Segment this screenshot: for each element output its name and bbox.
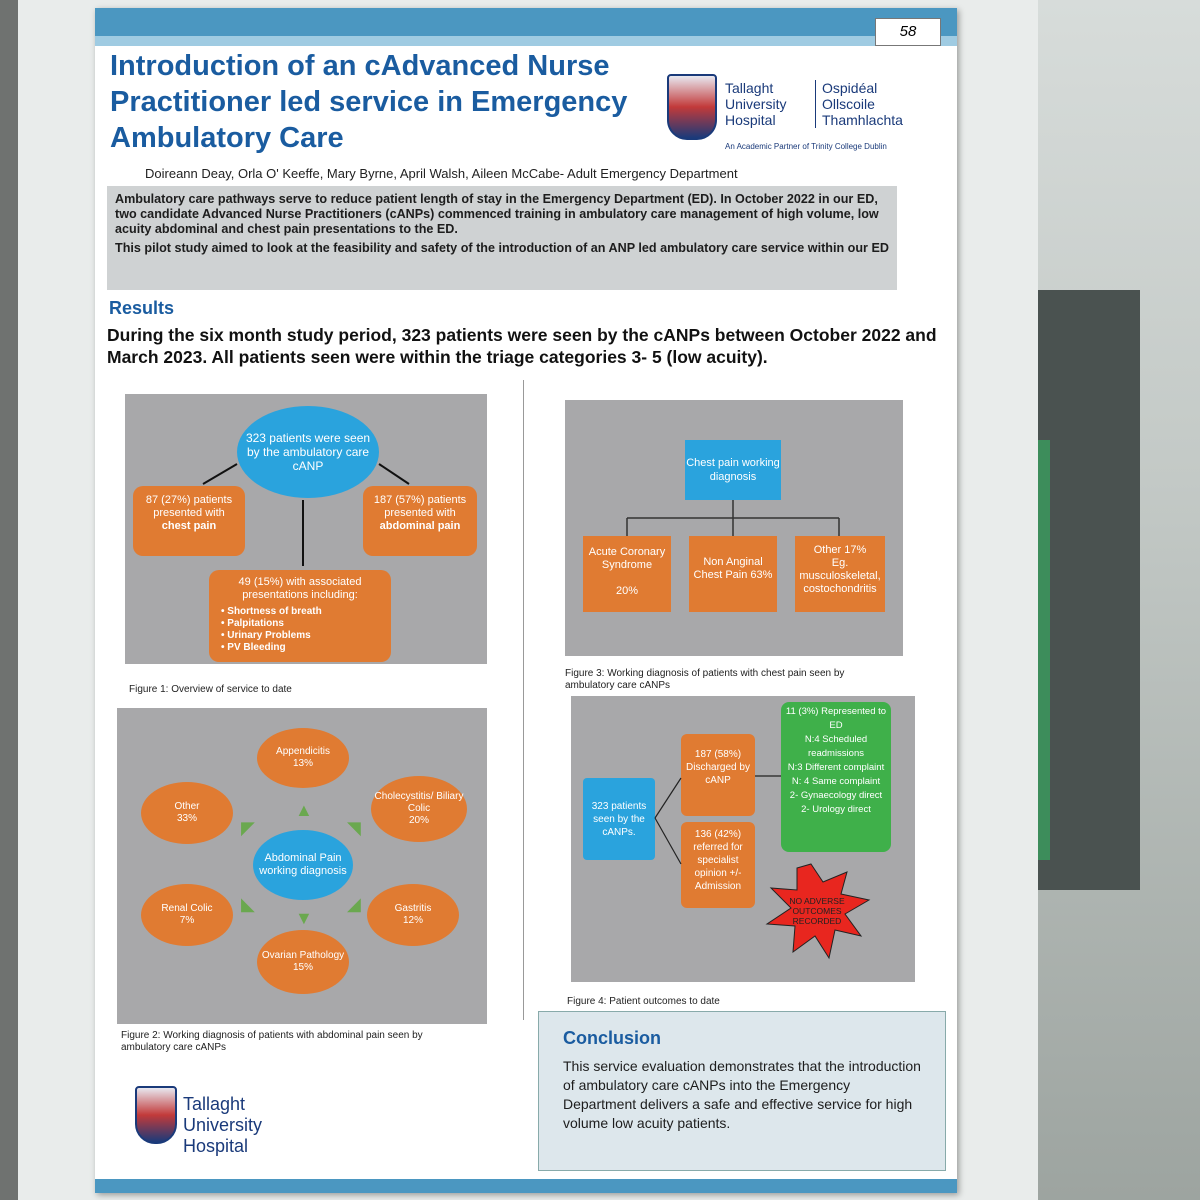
figure3-acs-node: Acute Coronary Syndrome 20% bbox=[583, 536, 671, 612]
list-item: • Shortness of breath bbox=[221, 606, 322, 617]
figure2-caption: Figure 2: Working diagnosis of patients with abdominal pain seen by ambulatory care cANPs bbox=[121, 1030, 423, 1053]
figure1-arrows bbox=[125, 394, 487, 664]
poster-top-band bbox=[95, 8, 957, 36]
column-divider bbox=[523, 380, 524, 1020]
figure3-other-node: Other 17% Eg. musculoskeletal, costochondritis bbox=[795, 536, 885, 612]
figure1-caption: Figure 1: Overview of service to date bbox=[129, 684, 292, 695]
figure3-caption: Figure 3: Working diagnosis of patients with chest pain seen by ambulatory care cANPs bbox=[565, 668, 845, 691]
logo-irish: Ospidéal Ollscoile Thamhlachta bbox=[815, 80, 903, 128]
figure2-gastritis-node: Gastritis 12% bbox=[367, 884, 459, 946]
conclusion-heading: Conclusion bbox=[563, 1028, 661, 1048]
arrow-up-right-icon: ◥ bbox=[347, 818, 361, 838]
hospital-logo bbox=[667, 74, 903, 160]
figure3-top-node: Chest pain working diagnosis bbox=[685, 440, 781, 500]
figure3-panel bbox=[565, 400, 903, 656]
figure3-connectors bbox=[565, 400, 903, 656]
poster-bottom-band bbox=[95, 1179, 957, 1193]
arrow-down-right-icon: ◢ bbox=[347, 894, 361, 914]
arrow-up-icon: ▲ bbox=[295, 800, 313, 820]
results-heading: Results bbox=[109, 298, 175, 318]
figure4-connectors bbox=[571, 696, 915, 982]
poster-top-band-light bbox=[95, 36, 957, 46]
results-summary: During the six month study period, 323 patients were seen by the cANPs between October 2022 and March 2023. All patients seen were within the triage categories 3- 5 (low acuity). bbox=[107, 325, 937, 367]
figure4-panel bbox=[571, 696, 915, 982]
figure4-caption: Figure 4: Patient outcomes to date bbox=[567, 996, 720, 1007]
list-item: • Urinary Problems bbox=[221, 630, 311, 641]
logo-english: Tallaght University Hospital bbox=[725, 80, 787, 128]
arrow-down-icon: ▼ bbox=[295, 908, 313, 928]
arrow-up-left-icon: ◤ bbox=[241, 818, 255, 838]
conclusion-text: This service evaluation demonstrates that the introduction of ambulatory care cANPs into the Emergency Department delivers a safe and effective service for high volume low acuity patients. bbox=[563, 1058, 921, 1131]
figure3-nacp-node: Non Anginal Chest Pain 63% bbox=[689, 536, 777, 612]
crest-icon bbox=[667, 74, 717, 140]
crest-icon bbox=[135, 1086, 177, 1144]
figure4-start-node: 323 patients seen by the cANPs. bbox=[583, 778, 655, 860]
figure2-appendicitis-node: Appendicitis 13% bbox=[257, 728, 349, 788]
poster-title: Introduction of an cAdvanced Nurse Practitioner led service in Emergency Ambulatory Care bbox=[110, 50, 628, 154]
figure2-panel bbox=[117, 708, 487, 1024]
figure4-referred-node: 136 (42%) referred for specialist opinion +/- Admission bbox=[681, 822, 755, 908]
list-item: • Palpitations bbox=[221, 618, 284, 629]
poster bbox=[95, 8, 957, 1193]
figure4-represented-node: 11 (3%) Represented to ED N:4 Scheduled readmissions N:3 Different complaint N: 4 Same complaint 2- Gynaecology direct 2- Urology direct bbox=[781, 702, 891, 852]
intro-box bbox=[107, 186, 897, 290]
logo-partner-text: An Academic Partner of Trinity College Dublin bbox=[725, 142, 887, 151]
figure1-panel bbox=[125, 394, 487, 664]
figure4-discharged-node: 187 (58%) Discharged by cANP bbox=[681, 734, 755, 816]
arrow-down-left-icon: ◣ bbox=[241, 894, 255, 914]
footer-logo-name: Tallaght University Hospital bbox=[183, 1094, 263, 1156]
figure1-associated-node: 49 (15%) with associated presentations including: • Shortness of breath • Palpitations • Urinary Problems • PV Bleeding bbox=[209, 570, 391, 662]
figure2-renal-colic-node: Renal Colic 7% bbox=[141, 884, 233, 946]
authors: Doireann Deay, Orla O' Keeffe, Mary Byrne, April Walsh, Aileen McCabe- Adult Emergency Department bbox=[145, 166, 738, 181]
footer-logo bbox=[135, 1086, 295, 1166]
conclusion-box bbox=[538, 1011, 946, 1171]
poster-number-tag: 58 bbox=[875, 18, 941, 46]
figure1-chest-pain-node: 87 (27%) patients presented with chest pain bbox=[133, 486, 245, 556]
figure2-cholecystitis-node: Cholecystitis/ Biliary Colic 20% bbox=[371, 776, 467, 842]
figure2-center-node: Abdominal Pain working diagnosis bbox=[253, 830, 353, 900]
intro-paragraph-2: This pilot study aimed to look at the feasibility and safety of the introduction of an ANP led ambulatory care service within our ED bbox=[115, 241, 889, 255]
list-item: • PV Bleeding bbox=[221, 642, 286, 653]
intro-paragraph-1: Ambulatory care pathways serve to reduce patient length of stay in the Emergency Department (ED). In October 2022 in our ED, two candidate Advanced Nurse Practitioners (cANPs) commenced training in ambulatory care management of high volume, low acuity abdominal and chest pain presentations to the ED. bbox=[115, 192, 879, 236]
figure1-abdominal-pain-node: 187 (57%) patients presented with abdominal pain bbox=[363, 486, 477, 556]
figure2-other-node: Other 33% bbox=[141, 782, 233, 844]
figure4-star-text: NO ADVERSE OUTCOMES RECORDED bbox=[789, 896, 845, 926]
figure1-center-node: 323 patients were seen by the ambulatory care cANP bbox=[237, 406, 379, 498]
figure2-ovarian-node: Ovarian Pathology 15% bbox=[257, 930, 349, 994]
